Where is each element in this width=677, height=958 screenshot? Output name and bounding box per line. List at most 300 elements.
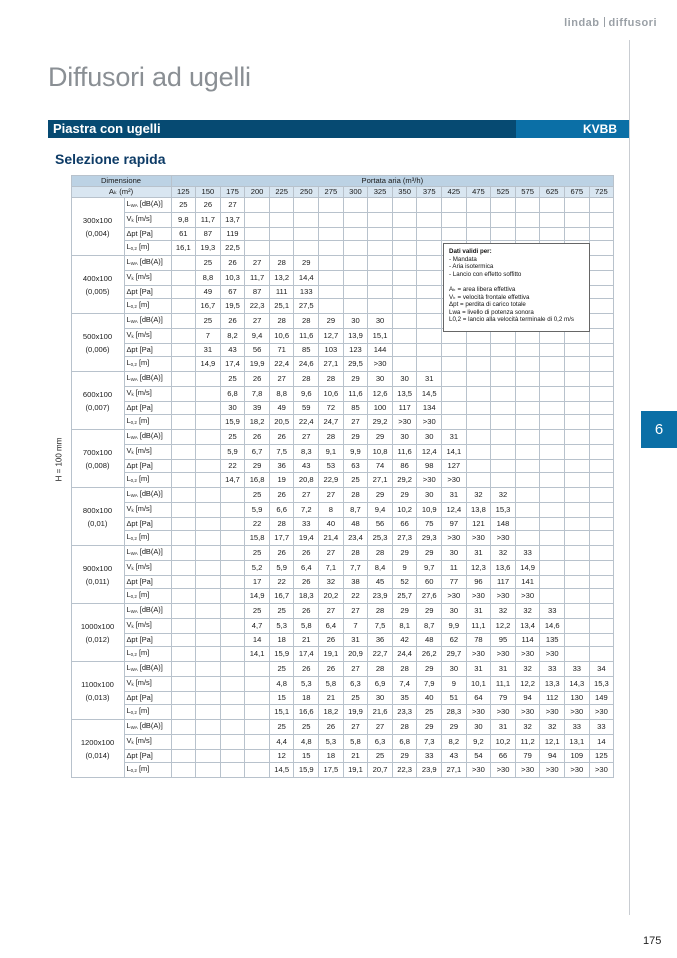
data-cell: >30 — [589, 705, 614, 720]
data-cell: 148 — [491, 518, 516, 531]
flow-value: 425 — [442, 187, 467, 198]
data-cell — [269, 228, 294, 241]
data-cell: 100 — [368, 402, 393, 415]
data-cell — [589, 228, 614, 241]
data-cell: 10,8 — [368, 445, 393, 460]
data-cell: 4,8 — [269, 677, 294, 692]
data-cell — [540, 518, 565, 531]
data-cell: 27 — [319, 488, 344, 503]
data-cell — [196, 503, 221, 518]
data-cell — [368, 198, 393, 213]
data-cell — [196, 531, 221, 546]
data-cell — [245, 662, 270, 677]
data-cell — [515, 357, 540, 372]
data-cell: 9,8 — [171, 213, 196, 228]
data-cell — [392, 213, 417, 228]
data-cell — [540, 430, 565, 445]
data-cell: >30 — [491, 647, 516, 662]
data-cell: 25 — [269, 662, 294, 677]
data-cell: 12,4 — [417, 445, 442, 460]
data-cell — [220, 647, 245, 662]
table-row — [55, 531, 614, 546]
data-cell: 59 — [294, 402, 319, 415]
data-cell — [442, 372, 467, 387]
param-label: $L_{0,2}$ [m] — [124, 241, 171, 256]
data-cell: 13,6 — [491, 561, 516, 576]
data-cell: 29 — [368, 488, 393, 503]
data-cell: 130 — [565, 692, 590, 705]
data-cell — [565, 372, 590, 387]
data-cell: 10,3 — [220, 271, 245, 286]
data-cell — [343, 286, 368, 299]
data-cell: >30 — [540, 647, 565, 662]
data-cell: >30 — [565, 705, 590, 720]
data-cell — [319, 241, 344, 256]
data-cell: 29 — [417, 720, 442, 735]
data-cell — [196, 576, 221, 589]
data-cell — [466, 372, 491, 387]
data-cell — [589, 286, 614, 299]
data-cell — [220, 604, 245, 619]
data-cell — [343, 228, 368, 241]
table-row — [55, 763, 614, 778]
data-cell — [417, 344, 442, 357]
data-cell — [196, 402, 221, 415]
data-cell: 94 — [515, 692, 540, 705]
data-cell: 63 — [343, 460, 368, 473]
data-cell — [392, 357, 417, 372]
data-cell: 30 — [368, 692, 393, 705]
data-cell: 17,5 — [319, 763, 344, 778]
data-cell — [343, 198, 368, 213]
data-cell — [540, 576, 565, 589]
data-cell — [515, 372, 540, 387]
table-row — [55, 604, 614, 619]
ak-value: (0,008) — [85, 460, 110, 470]
data-cell: 29 — [294, 256, 319, 271]
data-cell: 7,8 — [245, 387, 270, 402]
data-cell — [343, 299, 368, 314]
note-line: Vₖ = velocità frontale effettiva — [449, 293, 530, 301]
data-cell — [565, 344, 590, 357]
param-label: Δpt [Pa] — [124, 518, 171, 531]
data-cell: 7,3 — [417, 735, 442, 750]
size-label: 1100x100 — [81, 679, 114, 689]
data-cell — [417, 286, 442, 299]
data-cell — [196, 488, 221, 503]
data-cell — [171, 619, 196, 634]
brand-section: diffusori — [608, 17, 657, 29]
data-cell — [565, 415, 590, 430]
data-cell — [319, 213, 344, 228]
data-cell: 28 — [343, 546, 368, 561]
size-cell — [71, 488, 124, 546]
data-cell: 5,9 — [220, 445, 245, 460]
data-cell: 7,5 — [368, 619, 393, 634]
param-label: Δpt [Pa] — [124, 402, 171, 415]
data-cell: 51 — [442, 692, 467, 705]
data-cell — [196, 589, 221, 604]
data-cell: 29 — [319, 314, 344, 329]
data-cell — [417, 198, 442, 213]
size-label: 300x100 — [82, 215, 113, 225]
data-cell — [220, 589, 245, 604]
data-cell: 15,1 — [368, 329, 393, 344]
param-label: $L_{0,2}$ [m] — [124, 357, 171, 372]
param-label: $L_{0,2}$ [m] — [124, 763, 171, 778]
data-cell: 10,2 — [392, 503, 417, 518]
data-cell — [491, 357, 516, 372]
data-cell: 7,4 — [392, 677, 417, 692]
page-title: Diffusori ad ugelli — [48, 62, 251, 92]
data-cell — [196, 720, 221, 735]
data-cell: 28 — [269, 314, 294, 329]
data-cell — [417, 228, 442, 241]
data-cell: 26,2 — [417, 647, 442, 662]
data-cell — [196, 415, 221, 430]
data-cell — [589, 503, 614, 518]
data-cell — [540, 488, 565, 503]
data-cell: 22 — [245, 518, 270, 531]
ak-header: Aₖ (m²) — [71, 187, 171, 198]
data-cell: 36 — [269, 460, 294, 473]
data-cell: 28 — [319, 372, 344, 387]
param-label: $L_{WA}$ [dB(A)] — [124, 314, 171, 329]
data-cell — [392, 286, 417, 299]
data-cell — [245, 735, 270, 750]
data-cell: 30 — [442, 546, 467, 561]
data-cell: 26 — [294, 662, 319, 677]
data-cell — [171, 576, 196, 589]
data-cell: 12 — [269, 750, 294, 763]
param-label: Δpt [Pa] — [124, 344, 171, 357]
data-cell — [491, 473, 516, 488]
data-cell — [589, 402, 614, 415]
size-cell — [71, 256, 124, 314]
data-cell — [589, 271, 614, 286]
data-cell: 13,2 — [269, 271, 294, 286]
data-cell: 26 — [220, 256, 245, 271]
data-cell — [171, 271, 196, 286]
data-cell: 7,9 — [417, 677, 442, 692]
data-cell — [196, 387, 221, 402]
data-cell: 29,5 — [343, 357, 368, 372]
data-cell — [515, 198, 540, 213]
data-cell: 78 — [466, 634, 491, 647]
notes-lines — [449, 256, 584, 324]
data-cell — [589, 241, 614, 256]
data-cell: 32 — [515, 720, 540, 735]
height-column — [55, 198, 71, 778]
data-cell: 30 — [392, 372, 417, 387]
data-cell: 28 — [269, 518, 294, 531]
data-cell: 25 — [220, 372, 245, 387]
data-cell: 125 — [589, 750, 614, 763]
data-cell: 31 — [417, 372, 442, 387]
table-row — [55, 677, 614, 692]
data-cell: 32 — [491, 604, 516, 619]
data-cell: 25 — [196, 314, 221, 329]
data-cell — [589, 299, 614, 314]
data-cell — [515, 518, 540, 531]
data-cell: 95 — [491, 634, 516, 647]
data-cell: 20,8 — [294, 473, 319, 488]
data-cell — [220, 619, 245, 634]
data-cell — [515, 460, 540, 473]
data-cell — [171, 445, 196, 460]
data-cell — [196, 430, 221, 445]
data-cell — [245, 198, 270, 213]
param-label: $L_{0,2}$ [m] — [124, 647, 171, 662]
data-cell — [540, 357, 565, 372]
data-cell: 8,7 — [417, 619, 442, 634]
data-cell — [589, 604, 614, 619]
data-cell — [245, 720, 270, 735]
table-row — [55, 445, 614, 460]
data-cell: 30 — [220, 402, 245, 415]
data-cell: 48 — [343, 518, 368, 531]
data-cell — [540, 344, 565, 357]
data-cell: 75 — [417, 518, 442, 531]
flow-header: Portata aria (m³/h) — [171, 176, 614, 187]
data-cell: >30 — [515, 647, 540, 662]
data-cell: 12,6 — [368, 387, 393, 402]
data-cell: 53 — [319, 460, 344, 473]
ak-value: (0,011) — [85, 576, 110, 586]
flow-value: 675 — [565, 187, 590, 198]
data-cell — [589, 460, 614, 473]
table-row — [55, 387, 614, 402]
data-cell: 11,6 — [392, 445, 417, 460]
data-cell — [368, 256, 393, 271]
data-cell — [565, 228, 590, 241]
data-cell — [392, 344, 417, 357]
data-cell: 21,4 — [319, 531, 344, 546]
data-cell: 97 — [442, 518, 467, 531]
data-cell: 22 — [269, 576, 294, 589]
data-cell: 32 — [491, 546, 516, 561]
data-cell: 79 — [491, 692, 516, 705]
data-cell — [589, 589, 614, 604]
data-cell: 31 — [343, 634, 368, 647]
data-cell: 9,4 — [368, 503, 393, 518]
data-cell: 29 — [442, 720, 467, 735]
data-cell — [442, 344, 467, 357]
param-label: $L_{WA}$ [dB(A)] — [124, 546, 171, 561]
param-label: $V_k$ [m/s] — [124, 561, 171, 576]
data-cell — [220, 546, 245, 561]
data-cell — [171, 546, 196, 561]
data-cell — [565, 430, 590, 445]
data-cell: 25 — [343, 692, 368, 705]
data-cell: 26 — [294, 576, 319, 589]
data-cell: 25 — [196, 256, 221, 271]
data-cell — [565, 445, 590, 460]
data-cell: 15,3 — [491, 503, 516, 518]
data-cell: 94 — [540, 750, 565, 763]
data-cell — [565, 619, 590, 634]
data-cell — [220, 488, 245, 503]
data-cell: 10,6 — [319, 387, 344, 402]
data-cell: 17 — [245, 576, 270, 589]
data-cell: 5,8 — [343, 735, 368, 750]
data-cell: 6,6 — [269, 503, 294, 518]
data-cell — [540, 387, 565, 402]
ak-value: (0,013) — [85, 692, 110, 702]
data-cell — [589, 634, 614, 647]
data-cell: 14,7 — [220, 473, 245, 488]
data-cell: 15,9 — [269, 647, 294, 662]
param-label: $V_k$ [m/s] — [124, 619, 171, 634]
data-cell: >30 — [540, 763, 565, 778]
data-cell: 9,9 — [442, 619, 467, 634]
data-cell: 52 — [392, 576, 417, 589]
param-label: $L_{0,2}$ [m] — [124, 589, 171, 604]
data-cell: 20,5 — [269, 415, 294, 430]
data-cell — [565, 402, 590, 415]
dimension-header: Dimensione — [71, 176, 171, 187]
data-cell — [171, 735, 196, 750]
data-cell: 26 — [245, 372, 270, 387]
table-row — [55, 692, 614, 705]
data-cell — [319, 256, 344, 271]
data-cell: >30 — [442, 531, 467, 546]
flow-value: 200 — [245, 187, 270, 198]
param-label: $L_{0,2}$ [m] — [124, 531, 171, 546]
notes-box — [443, 243, 590, 332]
data-cell — [343, 213, 368, 228]
table-spacer — [55, 176, 71, 198]
data-cell: 15,8 — [245, 531, 270, 546]
data-cell: 71 — [269, 344, 294, 357]
ak-value: (0,005) — [85, 286, 110, 296]
data-cell: 43 — [294, 460, 319, 473]
data-cell: 32 — [515, 662, 540, 677]
data-cell: 23,9 — [417, 763, 442, 778]
data-cell — [491, 445, 516, 460]
param-label: $L_{WA}$ [dB(A)] — [124, 720, 171, 735]
data-cell — [540, 213, 565, 228]
data-cell — [171, 503, 196, 518]
data-cell — [196, 518, 221, 531]
data-cell: 30 — [417, 430, 442, 445]
data-cell — [417, 314, 442, 329]
flow-value: 475 — [466, 187, 491, 198]
flow-value: 300 — [343, 187, 368, 198]
data-cell: 26 — [220, 314, 245, 329]
data-cell — [392, 228, 417, 241]
data-cell: 28 — [392, 662, 417, 677]
data-cell — [368, 299, 393, 314]
data-cell — [220, 720, 245, 735]
data-cell: 22,5 — [220, 241, 245, 256]
data-cell — [171, 402, 196, 415]
data-cell — [171, 720, 196, 735]
data-cell: 20,7 — [368, 763, 393, 778]
data-cell — [589, 576, 614, 589]
data-cell: 19,9 — [343, 705, 368, 720]
data-cell: 16,7 — [269, 589, 294, 604]
data-cell: >30 — [466, 589, 491, 604]
data-cell — [171, 561, 196, 576]
data-cell — [515, 503, 540, 518]
data-cell: 7,5 — [269, 445, 294, 460]
data-cell: 26 — [245, 430, 270, 445]
data-cell: 5,3 — [319, 735, 344, 750]
data-cell: 27,1 — [442, 763, 467, 778]
data-cell: 32 — [515, 604, 540, 619]
data-cell: 49 — [269, 402, 294, 415]
param-label: $L_{0,2}$ [m] — [124, 299, 171, 314]
data-cell — [589, 619, 614, 634]
data-cell — [466, 198, 491, 213]
data-cell: 15,9 — [294, 763, 319, 778]
data-cell: 25 — [245, 488, 270, 503]
data-cell: >30 — [466, 705, 491, 720]
data-cell: 26 — [269, 488, 294, 503]
data-cell — [442, 415, 467, 430]
data-cell: 4,7 — [245, 619, 270, 634]
data-cell: 15 — [294, 750, 319, 763]
data-cell: 5,9 — [245, 503, 270, 518]
data-cell: >30 — [466, 647, 491, 662]
data-cell: 21,6 — [368, 705, 393, 720]
data-cell — [540, 198, 565, 213]
data-cell: 14,6 — [540, 619, 565, 634]
data-cell — [589, 415, 614, 430]
data-cell: 32 — [491, 488, 516, 503]
data-cell: 22,4 — [294, 415, 319, 430]
data-cell — [171, 763, 196, 778]
data-cell: 28 — [319, 430, 344, 445]
data-cell — [466, 415, 491, 430]
data-cell: 19,1 — [319, 647, 344, 662]
data-cell — [540, 561, 565, 576]
data-cell — [466, 387, 491, 402]
data-cell: 32 — [319, 576, 344, 589]
data-cell: 29,2 — [368, 415, 393, 430]
param-label: Δpt [Pa] — [124, 460, 171, 473]
data-cell: 134 — [417, 402, 442, 415]
data-cell — [245, 750, 270, 763]
data-cell: >30 — [417, 415, 442, 430]
table-row — [55, 372, 614, 387]
chapter-tab[interactable]: 6 — [641, 411, 677, 448]
param-label: $L_{WA}$ [dB(A)] — [124, 430, 171, 445]
notes-title: Dati validi per: — [449, 248, 492, 255]
size-cell — [71, 198, 124, 256]
data-cell — [466, 213, 491, 228]
data-cell: 144 — [368, 344, 393, 357]
data-cell: >30 — [442, 473, 467, 488]
data-cell: 8,8 — [269, 387, 294, 402]
data-cell: 22,3 — [245, 299, 270, 314]
data-cell — [565, 488, 590, 503]
data-cell — [220, 677, 245, 692]
data-cell — [392, 256, 417, 271]
data-cell: 11,7 — [196, 213, 221, 228]
data-cell: 11,7 — [245, 271, 270, 286]
data-cell: 19,1 — [343, 763, 368, 778]
data-cell: 117 — [491, 576, 516, 589]
data-cell — [171, 647, 196, 662]
data-cell — [540, 402, 565, 415]
data-cell: 24,6 — [294, 357, 319, 372]
flow-value: 250 — [294, 187, 319, 198]
data-cell: >30 — [466, 531, 491, 546]
data-cell: 27 — [343, 720, 368, 735]
data-cell: 24,7 — [319, 415, 344, 430]
